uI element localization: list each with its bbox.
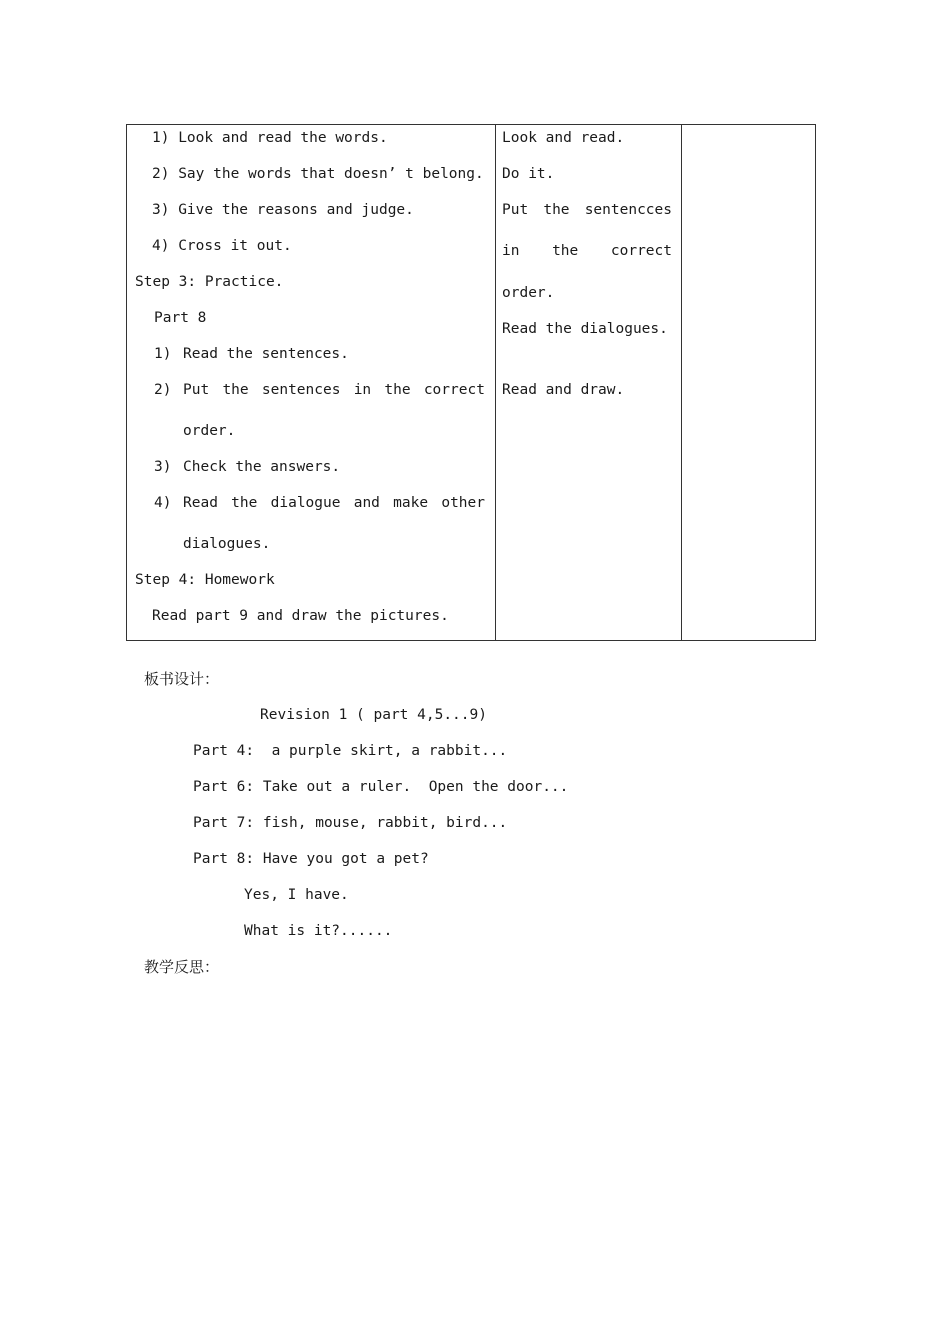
step-item-1: 1) Look and read the words.: [152, 130, 388, 146]
homework-text: Read part 9 and draw the pictures.: [152, 608, 449, 624]
step-4-heading: Step 4: Homework: [135, 572, 275, 588]
word: Put: [502, 202, 529, 218]
word: correct: [423, 382, 485, 398]
word: the: [231, 495, 258, 511]
word: sentences: [261, 382, 341, 398]
practice-item-1-text: Read the sentences.: [183, 346, 349, 362]
word: the: [543, 202, 570, 218]
practice-item-4-text: [183, 494, 485, 512]
board-line-part-4: Part 4: a purple skirt, a rabbit...: [193, 743, 508, 759]
activity-2: Do it.: [502, 166, 555, 182]
activity-5: Read and draw.: [502, 382, 625, 398]
word: the: [384, 382, 411, 398]
word: Read: [183, 495, 218, 511]
word: other: [441, 495, 485, 511]
board-line-answer: Yes, I have.: [244, 887, 349, 903]
board-title: Revision 1 ( part 4,5...9): [260, 707, 487, 723]
practice-item-1-number: 1): [154, 346, 172, 362]
practice-item-2-text: [183, 381, 485, 399]
word: sentencces: [584, 202, 672, 218]
step-3-heading: Step 3: Practice.: [135, 274, 284, 290]
board-design-heading: 板书设计：: [144, 670, 220, 688]
board-line-part-8: Part 8: Have you got a pet?: [193, 851, 429, 867]
word: and: [353, 495, 380, 511]
practice-item-2-continuation: order.: [183, 423, 236, 439]
activity-1: Look and read.: [502, 130, 625, 146]
activity-3-continuation: order.: [502, 285, 555, 301]
word: in: [353, 382, 372, 398]
practice-item-2-number: 2): [154, 382, 172, 398]
word: dialogue: [270, 495, 341, 511]
word: make: [393, 495, 429, 511]
part-8-label: Part 8: [154, 310, 207, 326]
practice-item-4-continuation: dialogues.: [183, 536, 271, 552]
practice-item-3-text: Check the answers.: [183, 459, 341, 475]
board-line-part-6: Part 6: Take out a ruler. Open the door...: [193, 779, 569, 795]
step-item-4: 4) Cross it out.: [152, 238, 292, 254]
activity-4: Read the dialogues.: [502, 321, 668, 337]
practice-item-4-number: 4): [154, 495, 172, 511]
board-line-part-7: Part 7: fish, mouse, rabbit, bird...: [193, 815, 508, 831]
word: the: [222, 382, 249, 398]
board-line-question: What is it?......: [244, 923, 393, 939]
word: the: [552, 243, 579, 259]
notes-cell: [681, 125, 815, 641]
word: in: [502, 243, 520, 259]
activity-3-line-1: [502, 201, 672, 219]
step-item-2: 2) Say the words that doesn’ t belong.: [152, 166, 484, 182]
word: Put: [183, 382, 210, 398]
teaching-reflection-heading: 教学反思：: [144, 958, 220, 976]
practice-item-3-number: 3): [154, 459, 172, 475]
word: correct: [610, 243, 672, 259]
activity-3-line-2: [502, 242, 672, 260]
step-item-3: 3) Give the reasons and judge.: [152, 202, 414, 218]
